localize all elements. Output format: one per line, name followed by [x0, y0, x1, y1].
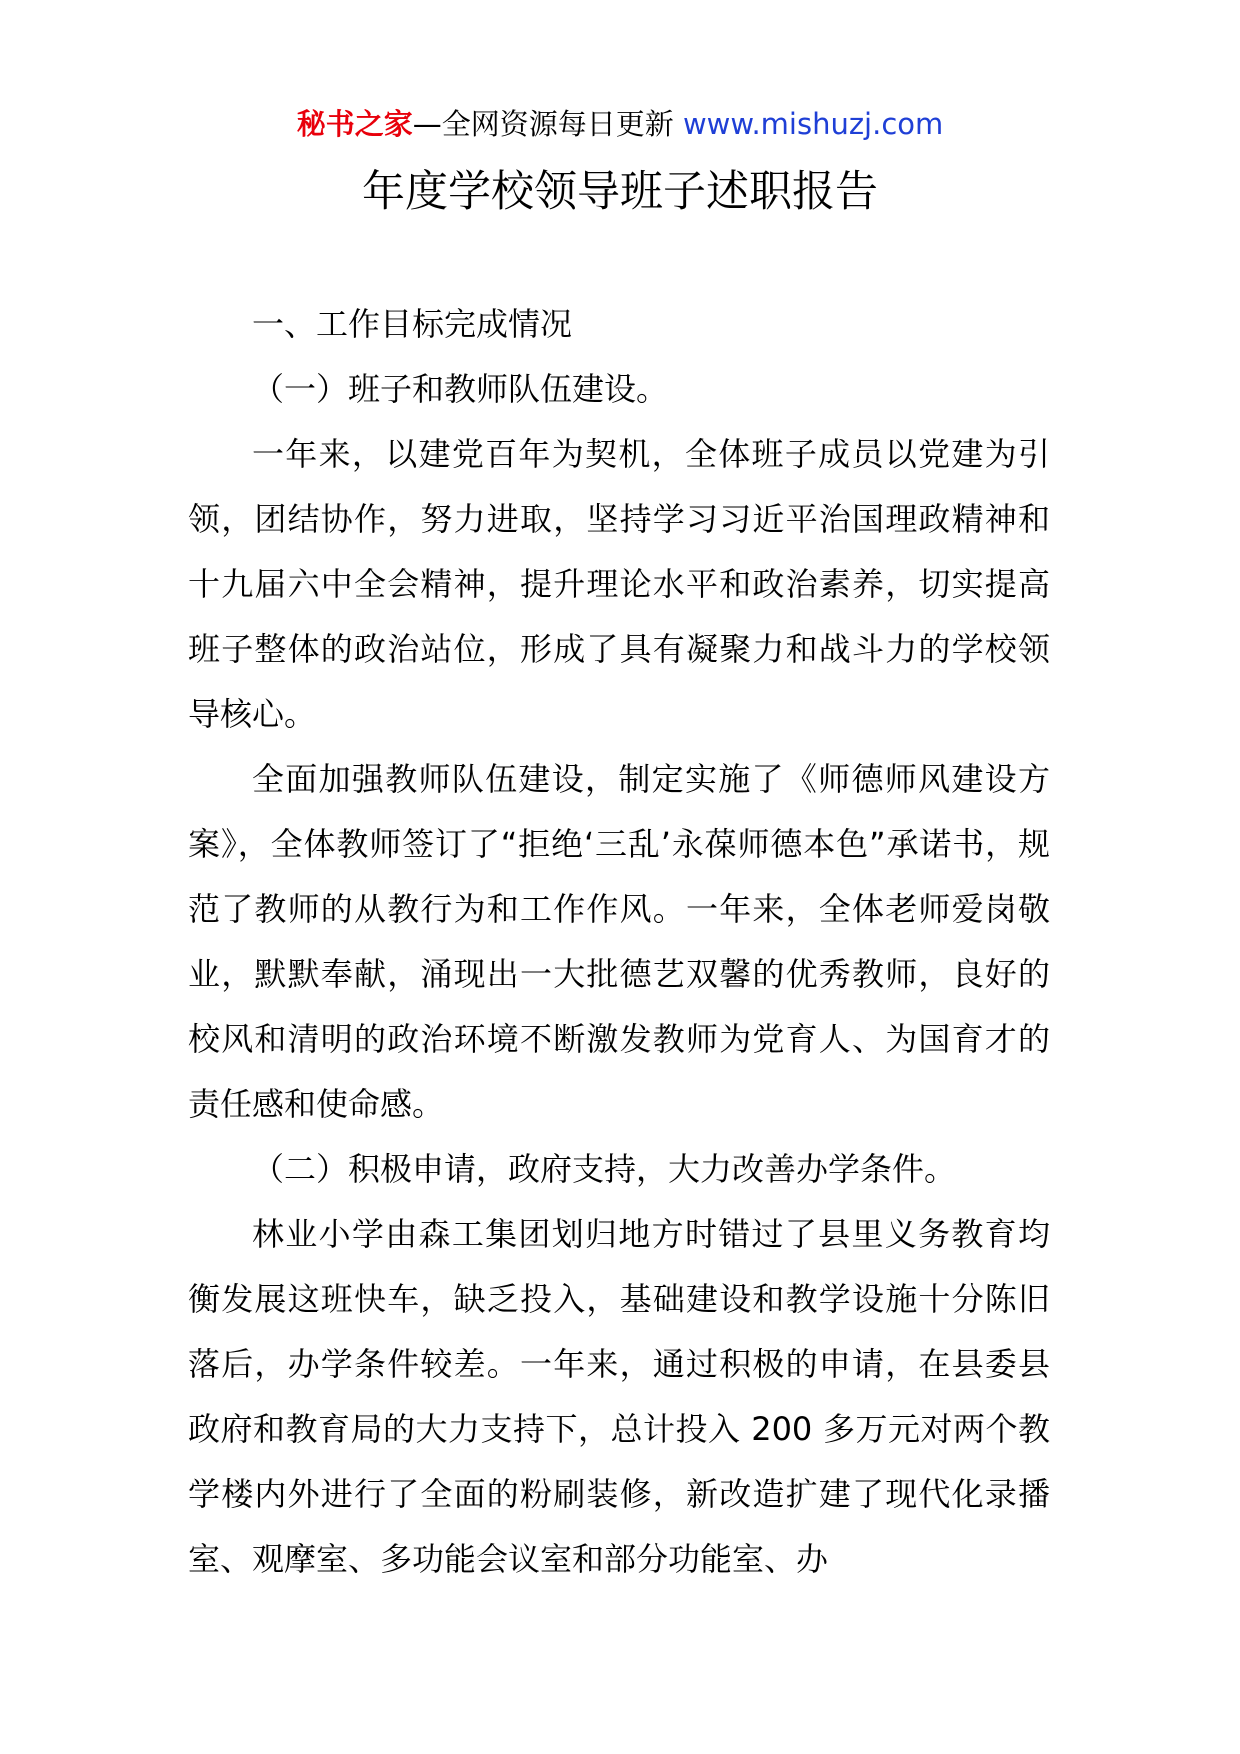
body-paragraph: 一年来，以建党百年为契机，全体班子成员以党建为引领，团结协作，努力进取，坚持学习习近平治国理政精神和十九届六中全会精神，提升理论水平和政治素养，切实提高班子整体的政治站位，形成了具有凝聚力和战斗力的学校领导核心。	[188, 435, 1050, 733]
site-url-link[interactable]: www.mishuzj.com	[682, 107, 944, 141]
document-title: 年度学校领导班子述职报告	[362, 167, 878, 217]
subsection-heading: （一）班子和教师队伍建设。	[252, 370, 669, 408]
body-paragraph: 全面加强教师队伍建设，制定实施了《师德师风建设方案》，全体教师签订了“拒绝‘三乱’永葆师德本色”承诺书，规范了教师的从教行为和工作作风。一年来，全体老师爱岗敬业，默默奉献，涌现出一大批德艺双馨的优秀教师，良好的校风和清明的政治环境不断激发教师为党育人、为国育才的责任感和使命感。	[188, 760, 1050, 1123]
site-banner	[0, 104, 1240, 144]
document-body	[188, 292, 1050, 1592]
subsection-heading: （二）积极申请，政府支持，大力改善办学条件。	[252, 1150, 957, 1188]
body-paragraph: 林业小学由森工集团划归地方时错过了县里义务教育均衡发展这班快车，缺乏投入，基础建设和教学设施十分陈旧落后，办学条件较差。一年来，通过积极的申请，在县委县政府和教育局的大力支持下，总计投入 200 多万元对两个教学楼内外进行了全面的粉刷装修，新改造扩建了现代化录播室、观摩室、多功能会议室和部分功能室、办	[188, 1215, 1050, 1578]
section-heading: 一、工作目标完成情况	[252, 305, 573, 343]
banner-tagline: —全网资源每日更新	[412, 107, 683, 141]
brand-name: 秘书之家	[296, 107, 413, 141]
